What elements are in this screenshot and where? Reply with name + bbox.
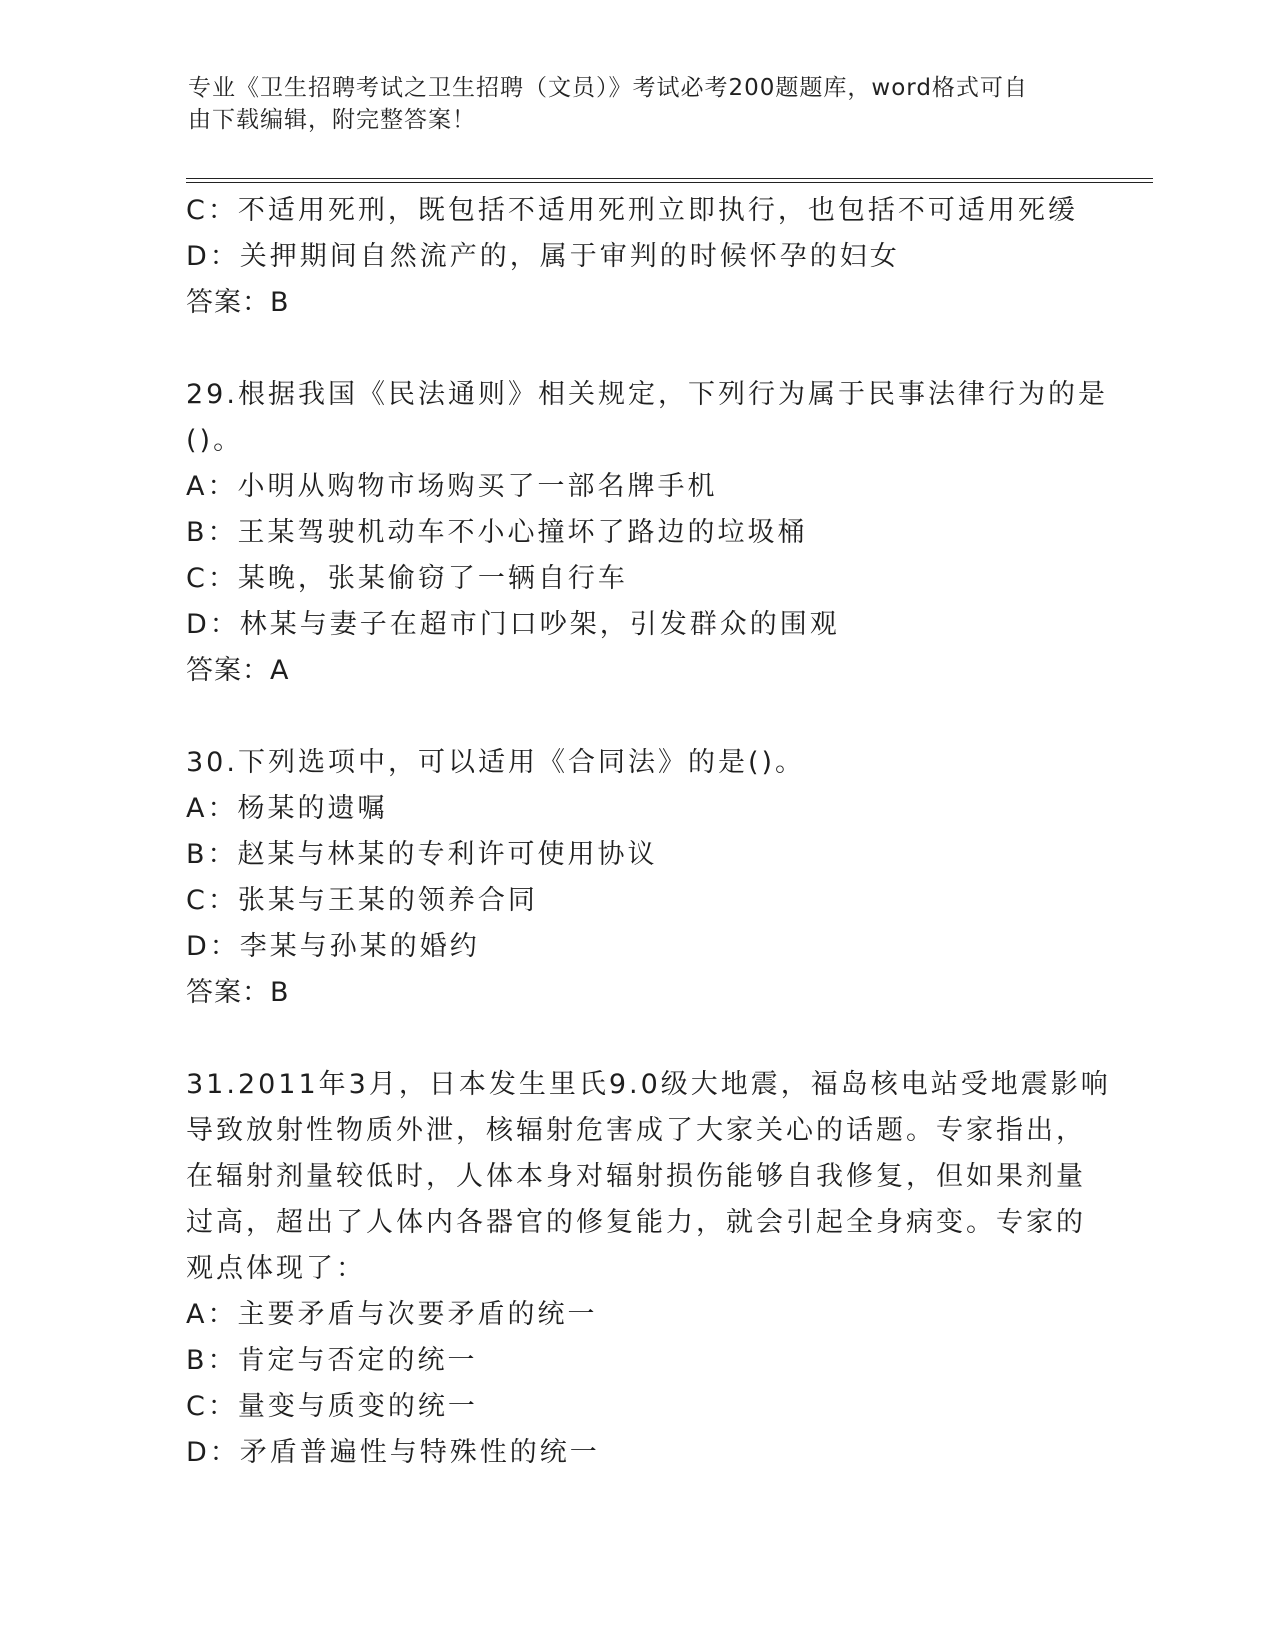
q30-option-c: C：张某与王某的领养合同 — [186, 885, 538, 916]
q29-option-b: B：王某驾驶机动车不小心撞坏了路边的垃圾桶 — [186, 517, 808, 548]
q31-option-b: B：肯定与否定的统一 — [186, 1345, 478, 1376]
header-rule-top — [186, 178, 1153, 179]
q29-answer: 答案：A — [186, 655, 290, 686]
q31-stem-line2: 导致放射性物质外泄，核辐射危害成了大家关心的话题。专家指出， — [186, 1115, 1086, 1146]
q30-option-b: B：赵某与林某的专利许可使用协议 — [186, 839, 658, 870]
q29-stem-line1: 29.根据我国《民法通则》相关规定，下列行为属于民事法律行为的是 — [186, 379, 1108, 410]
spacer — [186, 694, 1146, 740]
header-rule-bottom — [186, 182, 1153, 183]
q29-option-a: A：小明从购物市场购买了一部名牌手机 — [186, 471, 718, 502]
spacer — [186, 1016, 1146, 1062]
spacer — [186, 326, 1146, 372]
q30-stem-line1: 30.下列选项中，可以适用《合同法》的是()。 — [186, 747, 806, 778]
prev-option-d: D：关押期间自然流产的，属于审判的时候怀孕的妇女 — [186, 241, 900, 272]
q31-option-a: A：主要矛盾与次要矛盾的统一 — [186, 1299, 598, 1330]
header-title-line2: 由下载编辑，附完整答案！ — [188, 107, 476, 133]
q31-stem-line1: 31.2011年3月，日本发生里氏9.0级大地震，福岛核电站受地震影响 — [186, 1069, 1111, 1100]
q29-option-d: D：林某与妻子在超市门口吵架，引发群众的围观 — [186, 609, 840, 640]
prev-option-c: C：不适用死刑，既包括不适用死刑立即执行，也包括不可适用死缓 — [186, 195, 1078, 226]
q30-option-a: A：杨某的遗嘱 — [186, 793, 388, 824]
q29-stem-line2: ()。 — [186, 425, 244, 456]
q31-stem-line5: 观点体现了： — [186, 1253, 366, 1284]
q31-option-d: D：矛盾普遍性与特殊性的统一 — [186, 1437, 600, 1468]
document-header — [188, 72, 1088, 136]
q31-option-c: C：量变与质变的统一 — [186, 1391, 478, 1422]
document-body — [186, 188, 1146, 1476]
prev-answer: 答案：B — [186, 287, 290, 318]
q30-option-d: D：李某与孙某的婚约 — [186, 931, 480, 962]
q31-stem-line4: 过高，超出了人体内各器官的修复能力，就会引起全身病变。专家的 — [186, 1207, 1086, 1238]
header-title-line1: 专业《卫生招聘考试之卫生招聘（文员）》考试必考200题题库，word格式可自 — [188, 75, 1028, 101]
q29-option-c: C：某晚，张某偷窃了一辆自行车 — [186, 563, 628, 594]
q30-answer: 答案：B — [186, 977, 290, 1008]
q31-stem-line3: 在辐射剂量较低时，人体本身对辐射损伤能够自我修复，但如果剂量 — [186, 1161, 1086, 1192]
